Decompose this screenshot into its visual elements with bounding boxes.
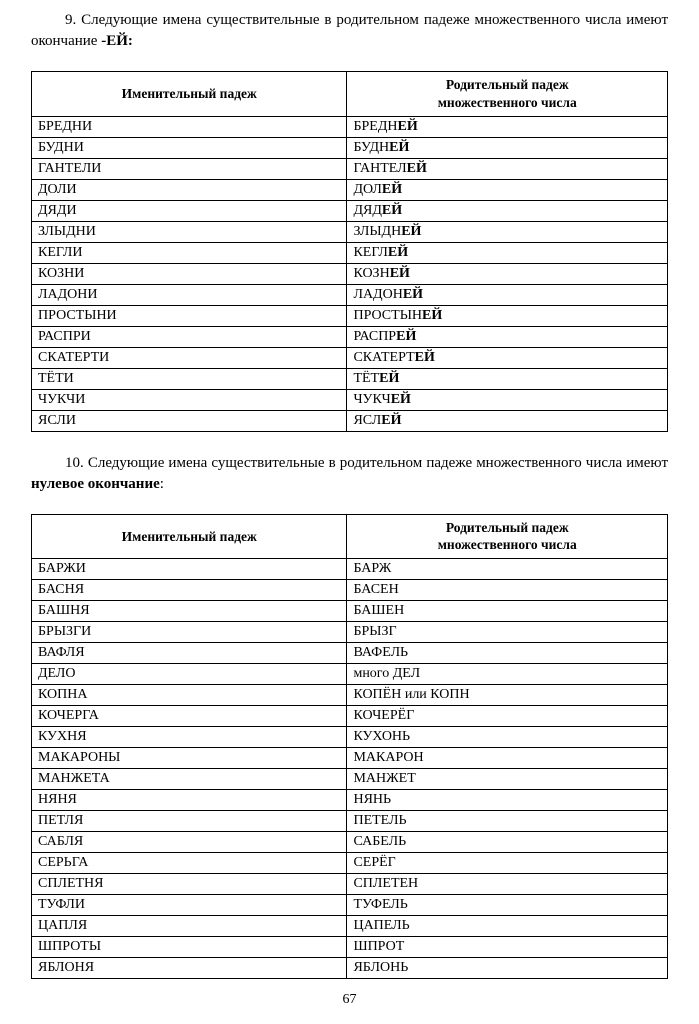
- genitive-cell: РАСПРЕЙ: [347, 326, 668, 347]
- nominative-cell: РАСПРИ: [32, 326, 347, 347]
- genitive-cell: ЧУКЧЕЙ: [347, 389, 668, 410]
- table-row: [32, 790, 668, 811]
- genitive-cell: ЯБЛОНЬ: [347, 958, 668, 979]
- col-header-genitive-line2: множественного числа: [437, 537, 577, 553]
- table-header-row: [32, 514, 668, 559]
- genitive-cell: КОЧЕРЁГ: [347, 706, 668, 727]
- table-row: [32, 895, 668, 916]
- section10-intro-suffix: :: [159, 475, 164, 492]
- genitive-cell: МАНЖЕТ: [347, 769, 668, 790]
- genitive-cell: ДОЛЕЙ: [347, 179, 668, 200]
- nominative-cell: МАКАРОНЫ: [32, 748, 347, 769]
- genitive-ej-table: [31, 71, 668, 432]
- nominative-cell: СКАТЕРТИ: [32, 347, 347, 368]
- genitive-cell: ШПРОТ: [347, 937, 668, 958]
- zero-ending-table-body: [32, 559, 668, 979]
- table-row: [32, 116, 668, 137]
- genitive-cell: ЛАДОНЕЙ: [347, 284, 668, 305]
- genitive-ej-table-body: [32, 116, 668, 431]
- section9-intro-ending: -ЕЙ:: [101, 33, 133, 49]
- col-header-nominative: [32, 514, 347, 559]
- table-row: [32, 958, 668, 979]
- genitive-cell: много ДЕЛ: [347, 664, 668, 685]
- table-row: [32, 179, 668, 200]
- nominative-cell: КОПНА: [32, 685, 347, 706]
- table-row: [32, 559, 668, 580]
- table-row: [32, 853, 668, 874]
- nominative-cell: СЕРЬГА: [32, 853, 347, 874]
- nominative-cell: ТЁТИ: [32, 368, 347, 389]
- genitive-cell: НЯНЬ: [347, 790, 668, 811]
- nominative-cell: ЦАПЛЯ: [32, 916, 347, 937]
- nominative-cell: БРЕДНИ: [32, 116, 347, 137]
- nominative-cell: ЛАДОНИ: [32, 284, 347, 305]
- genitive-cell: МАКАРОН: [347, 748, 668, 769]
- zero-ending-table: [31, 514, 668, 980]
- table-row: [32, 326, 668, 347]
- genitive-cell: ПЕТЕЛЬ: [347, 811, 668, 832]
- genitive-cell: ЦАПЕЛЬ: [347, 916, 668, 937]
- table-row: [32, 158, 668, 179]
- nominative-cell: БАШНЯ: [32, 601, 347, 622]
- genitive-cell: ПРОСТЫНЕЙ: [347, 305, 668, 326]
- table-row: [32, 242, 668, 263]
- table-row: [32, 389, 668, 410]
- col-header-nominative: [32, 72, 347, 117]
- genitive-cell: ТЁТЕЙ: [347, 368, 668, 389]
- nominative-cell: ПРОСТЫНИ: [32, 305, 347, 326]
- table-row: [32, 622, 668, 643]
- nominative-cell: КЕГЛИ: [32, 242, 347, 263]
- table-row: [32, 916, 668, 937]
- nominative-cell: КУХНЯ: [32, 727, 347, 748]
- page-number: 67: [342, 992, 357, 1007]
- section10-intro-ending: нулевое окончание: [31, 475, 160, 492]
- table-row: [32, 410, 668, 431]
- table-row: [32, 685, 668, 706]
- table-row: [32, 664, 668, 685]
- col-header-genitive: [347, 514, 668, 559]
- genitive-cell: ГАНТЕЛЕЙ: [347, 158, 668, 179]
- col-header-genitive-line2: множественного числа: [437, 94, 577, 110]
- nominative-cell: КОЗНИ: [32, 263, 347, 284]
- nominative-cell: ЧУКЧИ: [32, 389, 347, 410]
- genitive-cell: ЗЛЫДНЕЙ: [347, 221, 668, 242]
- table-row: [32, 305, 668, 326]
- genitive-cell: БАШЕН: [347, 601, 668, 622]
- table-row: [32, 368, 668, 389]
- genitive-cell: КЕГЛЕЙ: [347, 242, 668, 263]
- table-row: [32, 937, 668, 958]
- genitive-cell: ТУФЕЛЬ: [347, 895, 668, 916]
- nominative-cell: ЯСЛИ: [32, 410, 347, 431]
- genitive-cell: БУДНЕЙ: [347, 137, 668, 158]
- genitive-cell: КУХОНЬ: [347, 727, 668, 748]
- table-row: [32, 769, 668, 790]
- nominative-cell: ДЯДИ: [32, 200, 347, 221]
- table-row: [32, 748, 668, 769]
- nominative-cell: ЗЛЫДНИ: [32, 221, 347, 242]
- col-header-nominative-label: Именительный падеж: [121, 528, 257, 544]
- nominative-cell: САБЛЯ: [32, 832, 347, 853]
- table-row: [32, 221, 668, 242]
- genitive-cell: ЯСЛЕЙ: [347, 410, 668, 431]
- col-header-genitive-line1: Родительный падеж: [445, 77, 569, 92]
- section10-intro: [31, 453, 668, 495]
- nominative-cell: КОЧЕРГА: [32, 706, 347, 727]
- genitive-cell: БАСЕН: [347, 580, 668, 601]
- genitive-cell: БАРЖ: [347, 559, 668, 580]
- table-row: [32, 727, 668, 748]
- nominative-cell: ВАФЛЯ: [32, 643, 347, 664]
- nominative-cell: ЯБЛОНЯ: [32, 958, 347, 979]
- table-row: [32, 706, 668, 727]
- genitive-cell: СЕРЁГ: [347, 853, 668, 874]
- table-row: [32, 200, 668, 221]
- table-row: [32, 601, 668, 622]
- nominative-cell: ПЕТЛЯ: [32, 811, 347, 832]
- section9-intro-text: 9. Следующие имена существительные в родительном падеже множественного числа имеют окончание: [31, 12, 668, 49]
- table-row: [32, 811, 668, 832]
- genitive-cell: СКАТЕРТЕЙ: [347, 347, 668, 368]
- genitive-cell: ВАФЕЛЬ: [347, 643, 668, 664]
- genitive-cell: САБЕЛЬ: [347, 832, 668, 853]
- nominative-cell: ДОЛИ: [32, 179, 347, 200]
- genitive-cell: СПЛЕТЕН: [347, 874, 668, 895]
- genitive-cell: КОПЁН или КОПН: [347, 685, 668, 706]
- section10-intro-text: 10. Следующие имена существительные в родительном падеже множественного числа имеют: [65, 454, 668, 471]
- table-row: [32, 874, 668, 895]
- table-row: [32, 643, 668, 664]
- nominative-cell: БУДНИ: [32, 137, 347, 158]
- nominative-cell: ШПРОТЫ: [32, 937, 347, 958]
- table-row: [32, 832, 668, 853]
- nominative-cell: БРЫЗГИ: [32, 622, 347, 643]
- nominative-cell: НЯНЯ: [32, 790, 347, 811]
- nominative-cell: СПЛЕТНЯ: [32, 874, 347, 895]
- nominative-cell: ГАНТЕЛИ: [32, 158, 347, 179]
- genitive-cell: БРЕДНЕЙ: [347, 116, 668, 137]
- genitive-cell: БРЫЗГ: [347, 622, 668, 643]
- nominative-cell: БАРЖИ: [32, 559, 347, 580]
- table-row: [32, 580, 668, 601]
- nominative-cell: ДЕЛО: [32, 664, 347, 685]
- section9-intro: [31, 10, 668, 52]
- table-row: [32, 137, 668, 158]
- table-row: [32, 263, 668, 284]
- nominative-cell: ТУФЛИ: [32, 895, 347, 916]
- nominative-cell: МАНЖЕТА: [32, 769, 347, 790]
- col-header-genitive: [347, 72, 668, 117]
- genitive-cell: КОЗНЕЙ: [347, 263, 668, 284]
- col-header-genitive-line1: Родительный падеж: [445, 519, 569, 535]
- genitive-cell: ДЯДЕЙ: [347, 200, 668, 221]
- nominative-cell: БАСНЯ: [32, 580, 347, 601]
- table-row: [32, 347, 668, 368]
- col-header-nominative-label: Именительный падеж: [121, 85, 257, 101]
- table-row: [32, 284, 668, 305]
- table-header-row: [32, 72, 668, 117]
